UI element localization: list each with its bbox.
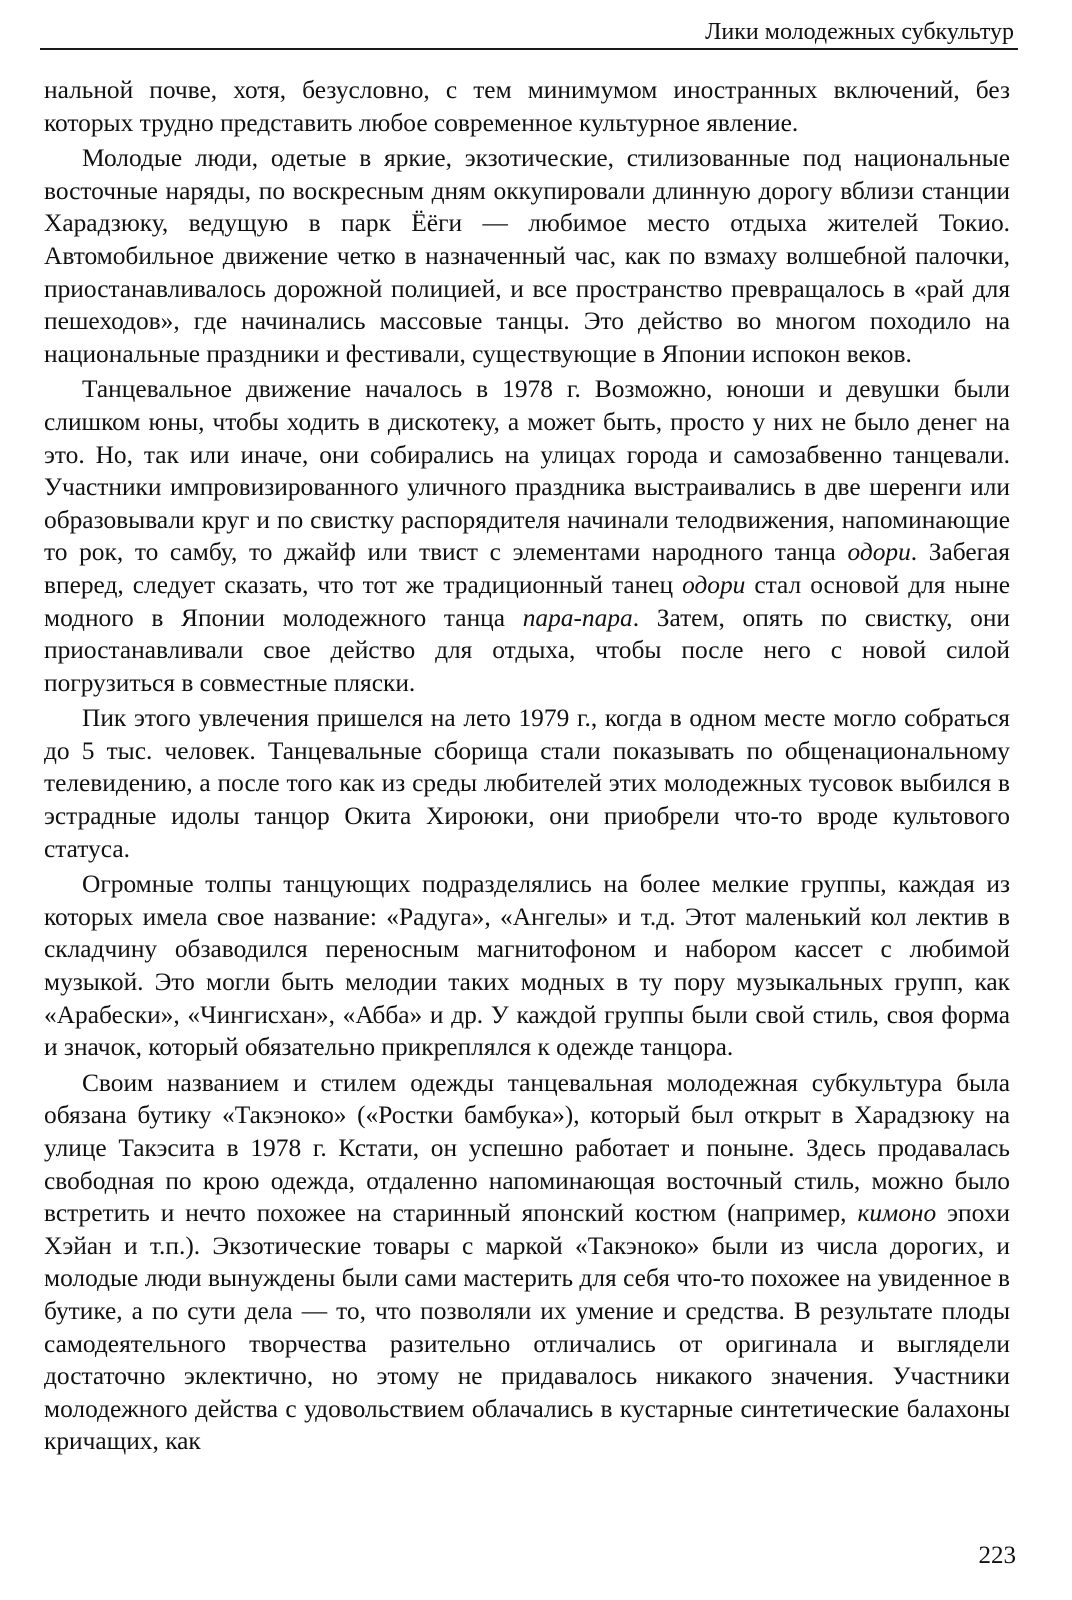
text-run: эпохи Хэйан и т.п.). Экзотические товары с маркой «Такэноко» были из числа дорогих, и молодые люди вынуждены были сами мастерить для себя что-то похожее на увиденное в бутике, а по сути дела — то, что позволяли их умение и средства. В результате плоды самодеятельного творчества разительно отличались от оригинала и выглядели достаточно эклектично, но этому не придавалось никакого значения. Участники молодежного действа с удовольствием облачались в кустарные синтетические балахоны кричащих, как	[44, 1199, 1010, 1456]
running-title: Лики молодежных субкультур	[705, 19, 1014, 45]
text-run: нальной почве, хотя, безусловно, с тем минимумом иностранных включений, без которых трудно представить любое современное культурное явление.	[44, 76, 1010, 137]
paragraph	[44, 868, 1010, 1064]
text-run: Пик этого увлечения пришелся на лето 1979 г., когда в одном месте могло собраться до 5 тыс. человек. Танцевальные сборища стали показывать по общенациональному телевидению, а после того как из среды любителей этих молодежных тусовок выбился в эстрадные идолы танцор Окита Хироюки, они приобрели что-то вроде культового статуса.	[44, 704, 1010, 863]
text-run: стал основой для ныне модного в Японии молодежного танца	[44, 570, 1010, 632]
page-number: 223	[978, 1542, 1016, 1569]
text-run: Своим названием и стилем одежды танцевальная молодежная субкультура была обязана бутику «Такэноко» («Ростки бамбука»), который был открыт в Харадзюку на улице Такэсита в 1978 г. Кстати, он успешно работает и поныне. Здесь продавалась свободная по крою одежда, отдаленно напоминающая восточный стиль, можно было встретить и нечто похожее на старинный японский костюм (например,	[44, 1068, 1010, 1228]
paragraph	[44, 1067, 1010, 1458]
italic-term: одори	[847, 538, 911, 567]
italic-term: одори	[682, 570, 746, 599]
paragraph	[44, 702, 1010, 865]
text-run: . Забегая вперед, следует сказать, что тот же традиционный танец	[44, 538, 1010, 599]
body-text	[44, 74, 1010, 1458]
paragraph	[44, 373, 1010, 699]
text-run: Молодые люди, одетые в яркие, экзотические, стилизованные под национальные восточные наряды, по воскресным дням оккупировали длинную дорогу вблизи станции Харадзюку, ведущую в парк Ёёги — любимое место отдыха жителей Токио. Автомобильное движение четко в назначенный час, как по взмаху волшебной палочки, приостанавливалось дорожной полицией, и все пространство превращалось в «рай для пешеходов», где начинались массовые танцы. Это действо во многом походило на национальные праздники и фестивали, существующие в Японии испокон веков.	[44, 144, 1010, 368]
paragraph	[44, 142, 1010, 370]
paragraph	[44, 74, 1010, 139]
text-run: Огромные толпы танцующих подразделялись на более мелкие группы, каждая из которых имела свое название: «Радуга», «Ангелы» и т.д. Этот маленький кол лектив в складчину обзаводился переносным магнитофоном и набором кассет с любимой музыкой. Это могли быть мелодии таких модных в ту пору музыкальных групп, как «Арабески», «Чингисхан», «Абба» и др. У каждой группы были свой стиль, своя форма и значок, который обязательно прикреплялся к одежде танцора.	[44, 870, 1010, 1062]
text-run: . Затем, опять по свистку, они приостанавливали свое действо для отдыха, чтобы после него с новой силой погрузиться в совместные пляски.	[44, 603, 1010, 697]
italic-term: кимоно	[857, 1199, 937, 1228]
text-run: Танцевальное движение началось в 1978 г. Возможно, юноши и девушки были слишком юны, чтобы ходить в дискотеку, а может быть, просто у них не было денег на это. Но, так или иначе, они собирались на улицах города и самозабвенно танцевали. Участники импровизированного уличного праздника выстраивались в две шеренги или образовывали круг и по свистку распорядителя начинали телодвижения, напоминающие то рок, то самбу, то джайф или твист с элементами народного танца	[44, 375, 1010, 567]
italic-term: пара-пара	[522, 603, 633, 632]
page-header	[40, 14, 1018, 50]
